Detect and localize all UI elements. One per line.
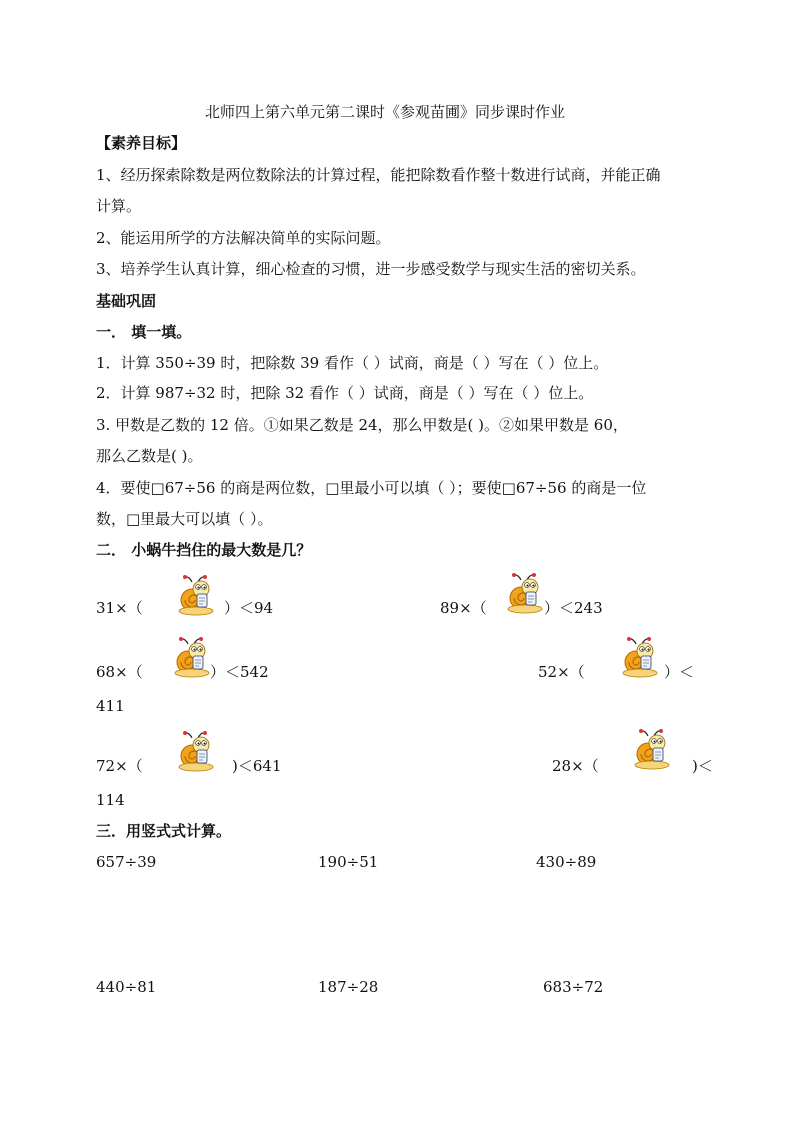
ineq-5-left: 72×（ [96, 757, 143, 775]
problem-6: 683÷72 [543, 978, 604, 996]
ineq-1-right: ）＜94 [224, 599, 274, 617]
problem-4: 440÷81 [96, 978, 157, 996]
snail-icon [172, 636, 212, 682]
ineq-5-right: )＜641 [232, 757, 282, 775]
ineq-6-right: )＜ [692, 757, 713, 775]
snail-icon [176, 730, 216, 776]
ineq-6-left: 28×（ [552, 757, 599, 775]
question-1: 1．计算 350÷39 时，把除数 39 看作（ ）试商，商是（ ）写在（ ）位上。 [96, 354, 609, 372]
ineq-2-left: 89×（ [440, 599, 487, 617]
question-3-line-2: 那么乙数是( )。 [96, 447, 203, 465]
goal-2: 2、能运用所学的方法解决简单的实际问题。 [96, 229, 391, 247]
goal-1-line-1: 1、经历探索除数是两位数除法的计算过程，能把除数看作整十数进行试商，并能正确 [96, 166, 661, 184]
goal-1-line-2: 计算。 [96, 197, 142, 215]
goals-header: 【素养目标】 [96, 134, 187, 152]
question-2: 2．计算 987÷32 时，把除 32 看作（ ）试商，商是（ ）写在（ ）位上。 [96, 384, 594, 402]
problem-1: 657÷39 [96, 853, 157, 871]
ineq-4-right: ）＜ [664, 663, 695, 681]
problem-2: 190÷51 [318, 853, 379, 871]
ineq-3-right: ）＜542 [210, 663, 269, 681]
question-4-line-2: 数，□里最大可以填（ ）。 [96, 510, 273, 528]
page-title: 北师四上第六单元第二课时《参观苗圃》同步课时作业 [205, 103, 566, 121]
question-3-line-1: 3. 甲数是乙数的 12 倍。①如果乙数是 24，那么甲数是( )。②如果甲数是 60， [96, 416, 628, 434]
goal-3: 3、培养学生认真计算，细心检查的习惯，进一步感受数学与现实生活的密切关系。 [96, 260, 646, 278]
section-3-header: 三．用竖式式计算。 [96, 822, 232, 840]
snail-icon [620, 636, 660, 682]
snail-icon [632, 728, 672, 774]
ineq-1-left: 31×（ [96, 599, 143, 617]
problem-5: 187÷28 [318, 978, 379, 996]
section-1-header: 一． 填一填。 [96, 323, 192, 341]
problem-3: 430÷89 [536, 853, 597, 871]
basics-header: 基础巩固 [96, 292, 157, 310]
section-2-header: 二． 小蜗牛挡住的最大数是几？ [96, 541, 312, 559]
ineq-6-wrap: 114 [96, 791, 125, 809]
ineq-4-wrap: 411 [96, 697, 125, 715]
snail-icon [176, 574, 216, 620]
snail-icon [505, 572, 545, 618]
ineq-4-left: 52×（ [538, 663, 585, 681]
question-4-line-1: 4．要使□67÷56 的商是两位数，□里最小可以填（ ）；要使□67÷56 的商是一位 [96, 479, 647, 497]
ineq-2-right: ）＜243 [544, 599, 603, 617]
ineq-3-left: 68×（ [96, 663, 143, 681]
